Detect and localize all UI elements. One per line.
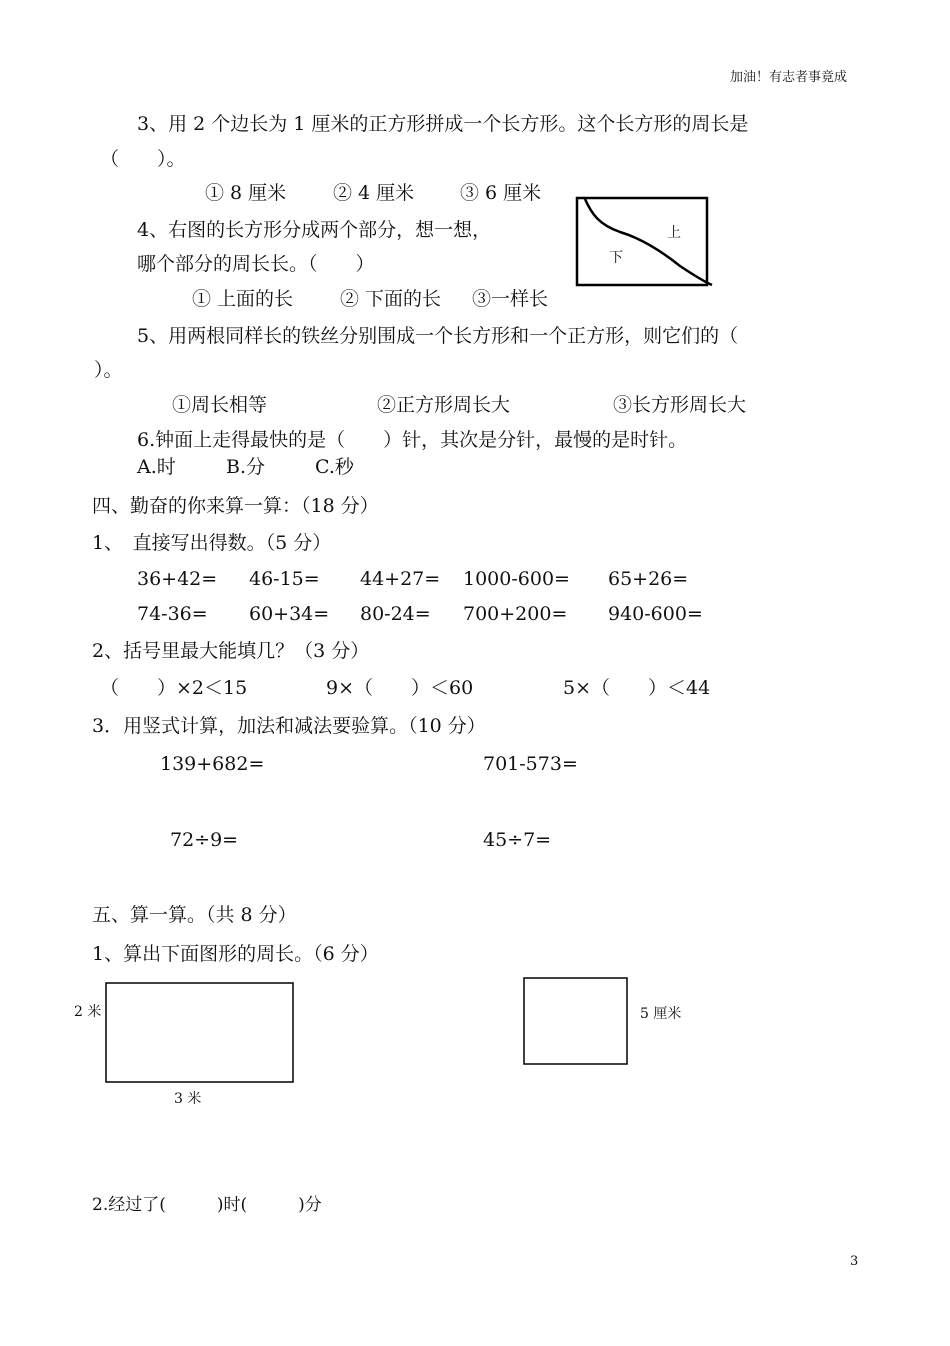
section4-part3-title: 3．用竖式计算，加法和减法要验算。（10 分） (92, 715, 486, 737)
section4-title: 四、勤奋的你来算一算：（18 分） (92, 495, 379, 517)
q5-option-3: ③长方形周长大 (613, 394, 747, 416)
q3-option-2: ② 4 厘米 (333, 182, 415, 204)
section5-part2-text: 2.经过了( )时( )分 (92, 1195, 322, 1215)
calc-r1-c2: 46-15= (249, 568, 320, 590)
vertical-calc-2: 701-573= (483, 753, 578, 775)
q4-divided-rectangle-figure (577, 198, 712, 285)
q3-text-line1: 3、用 2 个边长为 1 厘米的正方形拼成一个长方形。这个长方形的周长是 (137, 113, 749, 135)
calc-r1-c4: 1000-600= (463, 568, 570, 590)
rect-width-label: 3 米 (174, 1091, 202, 1107)
section5-title: 五、算一算。（共 8 分） (92, 904, 297, 926)
q6-option-b: B.分 (226, 456, 266, 478)
rect-height-label: 2 米 (74, 1004, 102, 1020)
calc-r1-c3: 44+27= (360, 568, 441, 590)
q3-text-line2: （ ）。 (100, 148, 186, 170)
section5-part1-title: 1、算出下面图形的周长。（6 分） (92, 943, 379, 965)
calc-r2-c4: 700+200= (463, 603, 568, 625)
inequality-1: （ ）×2＜15 (100, 677, 248, 699)
inequality-2: 9×（ ）＜60 (326, 677, 474, 699)
q5-option-2: ②正方形周长大 (377, 394, 511, 416)
calc-r2-c3: 80-24= (360, 603, 431, 625)
q6-option-c: C.秒 (315, 456, 354, 478)
vertical-calc-3: 72÷9= (170, 829, 239, 851)
q4-option-1: ① 上面的长 (192, 288, 294, 310)
section4-part2-title: 2、括号里最大能填几？（3 分） (92, 640, 370, 662)
q3-option-1: ① 8 厘米 (205, 182, 287, 204)
calc-r1-c5: 65+26= (608, 568, 689, 590)
q4-text-line2: 哪个部分的周长长。（ ） (137, 253, 375, 275)
vertical-calc-4: 45÷7= (483, 829, 552, 851)
q4-option-2: ② 下面的长 (340, 288, 442, 310)
calc-r2-c5: 940-600= (608, 603, 703, 625)
q4-option-3: ③一样长 (472, 288, 549, 310)
calc-r2-c2: 60+34= (249, 603, 330, 625)
q5-text-line2: ）。 (94, 359, 123, 381)
q4-figure-label-bottom: 下 (609, 250, 623, 266)
q4-figure-label-top: 上 (667, 225, 681, 241)
square-side-label: 5 厘米 (640, 1006, 682, 1022)
q5-text-line1: 5、用两根同样长的铁丝分别围成一个长方形和一个正方形，则它们的（ (137, 325, 739, 347)
q6-option-a: A.时 (137, 456, 176, 478)
section5-square-figure (524, 978, 627, 1064)
calc-r1-c1: 36+42= (137, 568, 218, 590)
q6-text-line1: 6.钟面上走得最快的是（ ）针，其次是分针，最慢的是时针。 (137, 429, 688, 451)
page-number: 3 (850, 1254, 859, 1269)
inequality-3: 5×（ ）＜44 (563, 677, 711, 699)
header-motto: 加油！有志者事竟成 (730, 70, 848, 85)
vertical-calc-1: 139+682= (160, 753, 265, 775)
q5-option-1: ①周长相等 (172, 394, 268, 416)
q4-text-line1: 4、右图的长方形分成两个部分，想一想， (137, 219, 492, 241)
calc-r2-c1: 74-36= (137, 603, 208, 625)
section4-part1-title: 1、 直接写出得数。（5 分） (92, 532, 332, 554)
q3-option-3: ③ 6 厘米 (460, 182, 542, 204)
section5-rectangle-figure (106, 983, 293, 1082)
